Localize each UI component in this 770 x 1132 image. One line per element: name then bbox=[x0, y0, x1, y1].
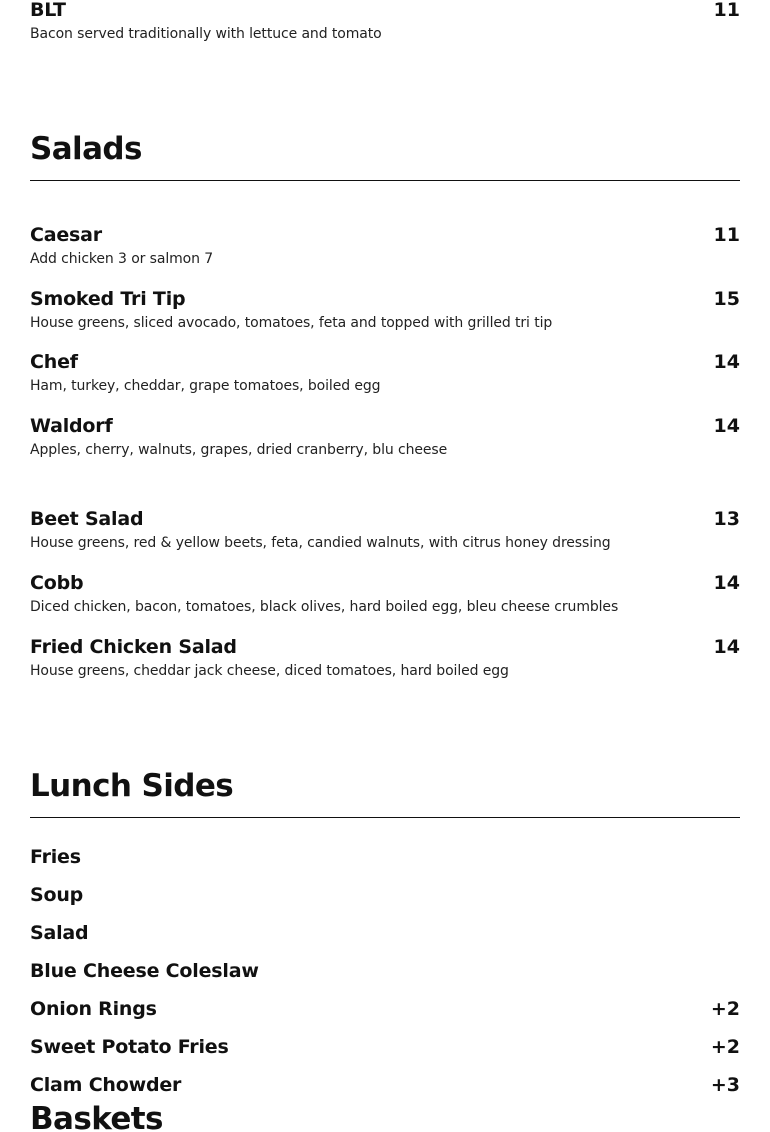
side-item-soup bbox=[30, 883, 740, 907]
menu-item-name: Waldorf bbox=[30, 415, 113, 437]
menu-item-name: BLT bbox=[30, 0, 66, 21]
side-item-salad bbox=[30, 921, 740, 945]
menu-item-description: Bacon served traditionally with lettuce and tomato bbox=[30, 26, 382, 42]
menu-item-description: Add chicken 3 or salmon 7 bbox=[30, 251, 214, 267]
side-item-name: Fries bbox=[30, 846, 81, 868]
side-item-name: Onion Rings bbox=[30, 998, 157, 1020]
side-item-fries bbox=[30, 845, 740, 869]
side-item-price: +3 bbox=[710, 1074, 740, 1096]
menu-item-description: House greens, red & yellow beets, feta, candied walnuts, with citrus honey dressing bbox=[30, 535, 611, 551]
side-item-name: Clam Chowder bbox=[30, 1074, 182, 1096]
section-heading-baskets: Baskets bbox=[30, 1101, 163, 1132]
side-item-name: Sweet Potato Fries bbox=[30, 1036, 229, 1058]
menu-item-description: Ham, turkey, cheddar, grape tomatoes, boiled egg bbox=[30, 378, 381, 394]
menu-item-beet-salad bbox=[30, 507, 740, 552]
menu-item-name: Fried Chicken Salad bbox=[30, 636, 237, 658]
menu-item-fried-chicken-salad bbox=[30, 635, 740, 680]
section-heading-lunch-sides: Lunch Sides bbox=[30, 768, 234, 804]
side-item-onion-rings bbox=[30, 997, 740, 1021]
side-item-price: +2 bbox=[710, 1036, 740, 1058]
section-divider bbox=[30, 180, 740, 181]
menu-item-name: Cobb bbox=[30, 572, 84, 594]
menu-item-price: 14 bbox=[713, 415, 740, 437]
menu-item-name: Smoked Tri Tip bbox=[30, 288, 186, 310]
menu-item-name: Caesar bbox=[30, 224, 102, 246]
menu-item-price: 13 bbox=[713, 508, 740, 530]
menu-item-description: Diced chicken, bacon, tomatoes, black olives, hard boiled egg, bleu cheese crumbles bbox=[30, 599, 619, 615]
side-item-name: Blue Cheese Coleslaw bbox=[30, 960, 259, 982]
side-item-price: +2 bbox=[710, 998, 740, 1020]
side-item-name: Soup bbox=[30, 884, 84, 906]
section-heading-salads: Salads bbox=[30, 131, 142, 167]
menu-item-name: Beet Salad bbox=[30, 508, 144, 530]
menu-item-name: Chef bbox=[30, 351, 78, 373]
menu-item-smoked-tri-tip bbox=[30, 287, 740, 332]
menu-item-blt bbox=[30, 0, 740, 43]
side-item-blue-cheese-coleslaw bbox=[30, 959, 740, 983]
menu-item-description: House greens, sliced avocado, tomatoes, feta and topped with grilled tri tip bbox=[30, 315, 553, 331]
menu-item-caesar bbox=[30, 223, 740, 268]
side-item-clam-chowder bbox=[30, 1073, 740, 1097]
menu-item-chef bbox=[30, 350, 740, 395]
menu-item-price: 14 bbox=[713, 572, 740, 594]
menu-item-cobb bbox=[30, 571, 740, 616]
menu-item-waldorf bbox=[30, 414, 740, 459]
side-item-name: Salad bbox=[30, 922, 89, 944]
menu-item-description: Apples, cherry, walnuts, grapes, dried cranberry, blu cheese bbox=[30, 442, 448, 458]
menu-item-price: 11 bbox=[713, 0, 740, 21]
side-item-sweet-potato-fries bbox=[30, 1035, 740, 1059]
menu-item-description: House greens, cheddar jack cheese, diced tomatoes, hard boiled egg bbox=[30, 663, 509, 679]
menu-item-price: 14 bbox=[713, 636, 740, 658]
section-divider bbox=[30, 817, 740, 818]
menu-item-price: 14 bbox=[713, 351, 740, 373]
menu-item-price: 11 bbox=[713, 224, 740, 246]
menu-item-price: 15 bbox=[713, 288, 740, 310]
